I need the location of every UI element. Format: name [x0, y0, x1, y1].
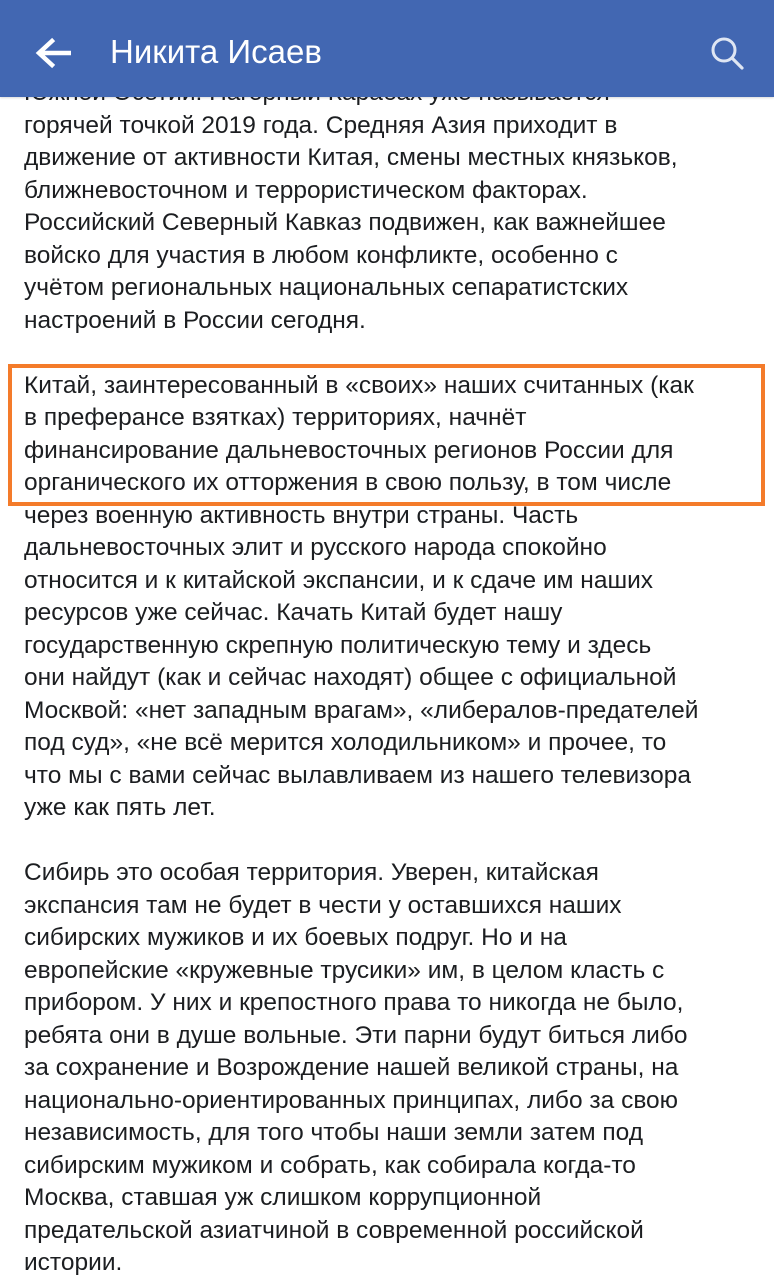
- paragraph-line: Российский Северный Кавказ подвижен, как важнейшее: [24, 209, 666, 236]
- paragraph-line: под суд», «не всё мерится холодильником» и прочее, то: [24, 729, 667, 756]
- paragraph-line: через военную активность внутри страны. Часть: [24, 501, 579, 529]
- paragraph-line: войско для участия в любом конфликте, особенно с: [24, 241, 618, 269]
- paragraph-line: в преферансе взятках) территориях, начнёт: [24, 404, 527, 431]
- paragraph-line: они найдут (как и сейчас находят) общее с официальной: [24, 664, 677, 691]
- paragraph-line: предательской азиатчиной в современной российской: [24, 1216, 644, 1244]
- back-button[interactable]: [28, 28, 78, 78]
- paragraph-line: что мы с вами сейчас вылавливаем из нашего телевизора: [24, 761, 692, 789]
- paragraph-line: учётом региональных национальных сепаратистских: [24, 274, 629, 301]
- paragraph-line: Москва, ставшая уж слишком коррупционной: [24, 1184, 542, 1211]
- paragraph-line: ближневосточном и террористическом факторах.: [24, 176, 588, 204]
- page-title: Никита Исаев: [110, 33, 322, 70]
- paragraph-gap: [24, 337, 764, 370]
- paragraph-line: ресурсов уже сейчас. Качать Китай будет нашу: [24, 599, 563, 626]
- post-body: [24, 77, 764, 1280]
- paragraph-line: уже как пять лет.: [24, 794, 216, 821]
- paragraph-line: за сохранение и Возрождение нашей великой страны, на: [24, 1054, 679, 1081]
- search-button[interactable]: [702, 28, 752, 78]
- paragraph-line: национально-ориентированных принципах, либо за свою: [24, 1086, 679, 1114]
- paragraph-line: финансирование дальневосточных регионов России для: [24, 436, 674, 464]
- paragraph-line: истории.: [24, 1249, 123, 1276]
- paragraph-gap: [24, 825, 764, 858]
- paragraph-line: прибором. У них и крепостного права то никогда не было,: [24, 989, 684, 1016]
- post-paragraph: [24, 857, 764, 1280]
- search-icon: [710, 36, 744, 70]
- paragraph-line: экспансия там не будет в чести у оставшихся наших: [24, 891, 622, 919]
- paragraph-line: настроений в России сегодня.: [24, 306, 366, 334]
- paragraph-line: Китай, заинтересованный в «своих» наших считанных (как: [24, 371, 694, 399]
- post-paragraph: [24, 370, 764, 825]
- paragraph-line: относится и к китайской экспансии, и к сдаче им наших: [24, 566, 654, 594]
- paragraph-line: европейские «кружевные трусики» им, в целом класть с: [24, 956, 665, 984]
- arrow-left-icon: [35, 37, 71, 69]
- paragraph-line: сибирским мужиком и собрать, как собирала когда-то: [24, 1151, 636, 1179]
- paragraph-line: Москвой: «нет западным врагам», «либералов-предателей: [24, 696, 699, 724]
- app-bar: [0, 0, 774, 97]
- paragraph-line: сибирских мужиков и их боевых подруг. Но и на: [24, 924, 567, 951]
- paragraph-line: ребята они в душе вольные. Эти парни будут биться либо: [24, 1021, 688, 1049]
- paragraph-line: независимость, для того чтобы наши земли затем под: [24, 1119, 643, 1146]
- paragraph-line: движение от активности Китая, смены местных князьков,: [24, 144, 678, 171]
- paragraph-line: дальневосточных элит и русского народа спокойно: [24, 534, 607, 561]
- paragraph-line: горячей точкой 2019 года. Средняя Азия приходит в: [24, 111, 618, 139]
- post-paragraph: [24, 77, 764, 337]
- paragraph-line: государственную скрепную политическую тему и здесь: [24, 631, 652, 659]
- paragraph-line: Сибирь это особая территория. Уверен, китайская: [24, 859, 599, 886]
- paragraph-line: органического их отторжения в свою пользу, в том числе: [24, 469, 672, 496]
